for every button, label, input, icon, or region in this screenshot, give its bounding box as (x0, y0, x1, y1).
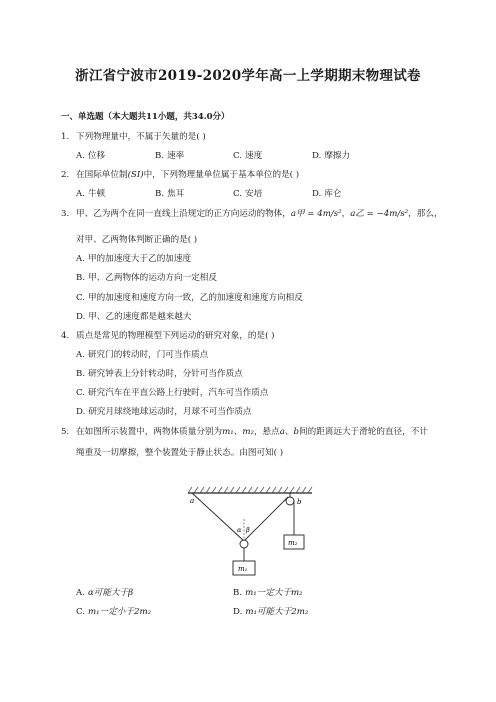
option-1a: A. 位移 (76, 151, 106, 161)
option-1d: D. 摩擦力 (312, 151, 351, 161)
question-number: 2. (61, 170, 70, 180)
option-3c: C. 甲的加速度和速度方向一致，乙的加速度和速度方向相反 (76, 293, 303, 303)
option-4d: D. 研究月球绕地球运动时，月球不可当作质点 (76, 407, 252, 417)
question-number: 4. (61, 331, 70, 341)
question-2: 2. 在国际单位制(SI)中，下列物理量单位属于基本单位的是( ) (61, 170, 300, 180)
option-2c: C. 安培 (233, 189, 263, 199)
label-m2: m₂ (288, 539, 298, 547)
pulley-moving (240, 540, 248, 548)
question-3: 3. 甲、乙为两个在同一直线上沿规定的正方向运动的物体，a甲 = 4m/s²，a乙 = −4m/s²，那么， (61, 209, 443, 219)
question-4 (61, 329, 275, 341)
option-3d: D. 甲、乙的速度都是越来越大 (76, 312, 192, 322)
exam-title: 浙江省宁波市2019-2020学年高一上学期期末物理试卷 (75, 68, 421, 84)
option-5a: A. α可能大于β (76, 588, 134, 598)
option-4c: C. 研究汽车在平直公路上行驶时，汽车可当作质点 (76, 388, 269, 398)
option-3b: B. 甲、乙两物体的运动方向一定相反 (76, 273, 217, 283)
question-number: 5. (61, 427, 70, 437)
option-2b: B. 焦耳 (155, 189, 185, 199)
question-text: 质点是常见的物理模型下列运动的研究对象，的是( ) (76, 331, 275, 341)
formula-a2: a乙 = −4m/s² (350, 209, 409, 219)
question-3-line2: 对甲、乙两物体判断正确的是( ) (76, 235, 198, 245)
label-beta: β (246, 526, 250, 534)
question-number: 1. (61, 132, 70, 142)
option-5b: B. m₁一定大于m₂ (233, 588, 303, 598)
option-3a: A. 甲的加速度大于乙的加速度 (76, 254, 192, 264)
rope-right (244, 497, 288, 541)
section-heading: 一、单选题（本大题共11小题，共34.0分） (61, 112, 230, 122)
question-1 (61, 130, 206, 142)
option-1b: B. 速率 (155, 151, 185, 161)
option-5c: C. m₁一定小于2m₂ (76, 607, 152, 617)
option-2d: D. 库仑 (312, 189, 342, 199)
option-4a: A. 研究门的转动时，门可当作质点 (76, 350, 209, 360)
formula-a1: a甲 = 4m/s² (290, 209, 342, 219)
label-m1: m₁ (238, 565, 248, 573)
ceiling-hatch (188, 487, 312, 493)
question-5-line2: 绳重及一切摩擦，整个装置处于静止状态。由图可知( ) (76, 448, 284, 458)
option-2a: A. 牛顿 (76, 189, 106, 199)
question-number: 3. (61, 209, 70, 219)
question-text: 下列物理量中，不属于矢量的是( ) (76, 132, 206, 142)
option-5d: D. m₁可能大于2m₂ (233, 607, 309, 617)
label-b: b (297, 498, 302, 506)
pulley-b (286, 497, 294, 505)
label-a: a (190, 497, 195, 505)
label-alpha: α (237, 526, 242, 534)
question-5: 5. 在如图所示装置中，两物体质量分别为m₁、m₂，悬点a、b间的距离远大于滑轮的直径，不计 (61, 427, 428, 437)
option-1c: C. 速度 (233, 151, 263, 161)
option-4b: B. 研究钟表上分针转动时，分针可当作质点 (76, 369, 243, 379)
